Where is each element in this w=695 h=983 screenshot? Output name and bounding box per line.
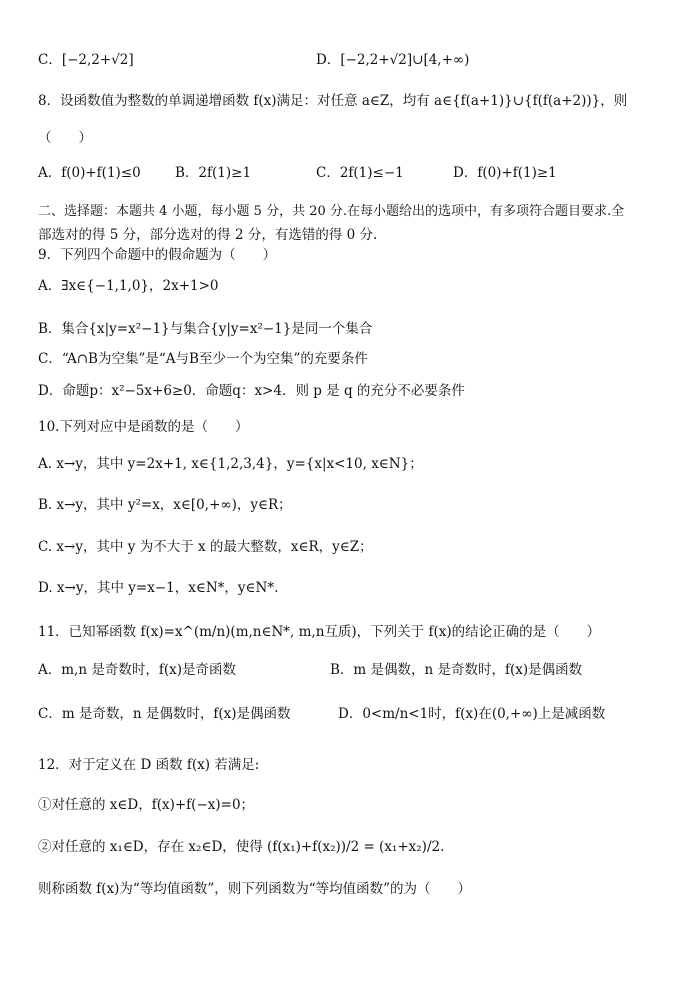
q8-option-a: A．f(0)+f(1)≤0 bbox=[38, 165, 141, 181]
section2-instructions-line1: 二、选择题：本题共 4 小题，每小题 5 分，共 20 分.在每小题给出的选项中，有多项符合题目要求.全 bbox=[38, 204, 625, 219]
q11-option-a: A．m,n 是奇数时，f(x)是奇函数 bbox=[38, 662, 236, 678]
q11-option-c: C．m 是奇数，n 是偶数时，f(x)是偶函数 bbox=[38, 706, 291, 722]
q10-option-c: C. x→y，其中 y 为不大于 x 的最大整数，x∈R，y∈Z； bbox=[38, 539, 373, 555]
q12-stem: 12．对于定义在 D 函数 f(x) 若满足: bbox=[38, 757, 260, 773]
q12-condition-2: ②对任意的 x₁∈D，存在 x₂∈D，使得 (f(x₁)+f(x₂))/2 = (x₁+x₂)/2. bbox=[38, 839, 445, 855]
q9-option-b: B．集合{x|y=x²−1}与集合{y|y=x²−1}是同一个集合 bbox=[38, 321, 373, 337]
q12-condition-1: ①对任意的 x∈D，f(x)+f(−x)=0； bbox=[38, 797, 255, 813]
q10-option-b: B. x→y，其中 y²=x，x∈[0,+∞)，y∈R； bbox=[38, 497, 292, 513]
q9-option-d: D．命题p：x²−5x+6≥0．命题q：x>4．则 p 是 q 的充分不必要条件 bbox=[38, 383, 465, 399]
q12-conclusion: 则称函数 f(x)为“等均值函数”，则下列函数为“等均值函数”的为（ ） bbox=[38, 881, 472, 897]
q9-stem: 9．下列四个命题中的假命题为（ ） bbox=[38, 247, 277, 263]
q8-answer-paren: （ ） bbox=[38, 130, 92, 146]
q9-option-a: A．∃x∈{−1,1,0}，2x+1>0 bbox=[38, 278, 219, 294]
q9-option-c: C．“A∩B为空集”是“A与B至少一个为空集”的充要条件 bbox=[38, 351, 368, 367]
q8-stem: 8．设函数值为整数的单调递增函数 f(x)满足：对任意 a∈Z，均有 a∈{f(a+1)}∪{f(f(a+2))}，则 bbox=[38, 93, 628, 109]
q11-stem: 11．已知幂函数 f(x)=x^(m/n)(m,n∈N*, m,n互质)，下列关于 f(x)的结论正确的是（ ） bbox=[38, 624, 601, 640]
q8-option-d: D．f(0)+f(1)≥1 bbox=[453, 165, 557, 181]
q7-option-d: D．[−2,2+√2]∪[4,+∞) bbox=[316, 52, 470, 68]
q10-option-a: A. x→y，其中 y=2x+1, x∈{1,2,3,4}，y={x|x<10, x∈N}； bbox=[38, 456, 423, 472]
q10-stem: 10.下列对应中是函数的是（ ） bbox=[38, 419, 249, 435]
section2-instructions-line2: 部选对的得 5 分，部分选对的得 2 分，有选错的得 0 分. bbox=[38, 227, 378, 243]
q8-option-b: B．2f(1)≥1 bbox=[175, 165, 252, 181]
q11-option-b: B．m 是偶数，n 是奇数时，f(x)是偶函数 bbox=[330, 662, 583, 678]
q8-option-c: C．2f(1)≤−1 bbox=[316, 165, 404, 181]
q11-option-d: D．0<m/n<1时，f(x)在(0,+∞)上是减函数 bbox=[338, 706, 606, 722]
q10-option-d: D. x→y，其中 y=x−1，x∈N*，y∈N*. bbox=[38, 580, 279, 596]
q7-option-c: C．[−2,2+√2] bbox=[38, 52, 134, 68]
